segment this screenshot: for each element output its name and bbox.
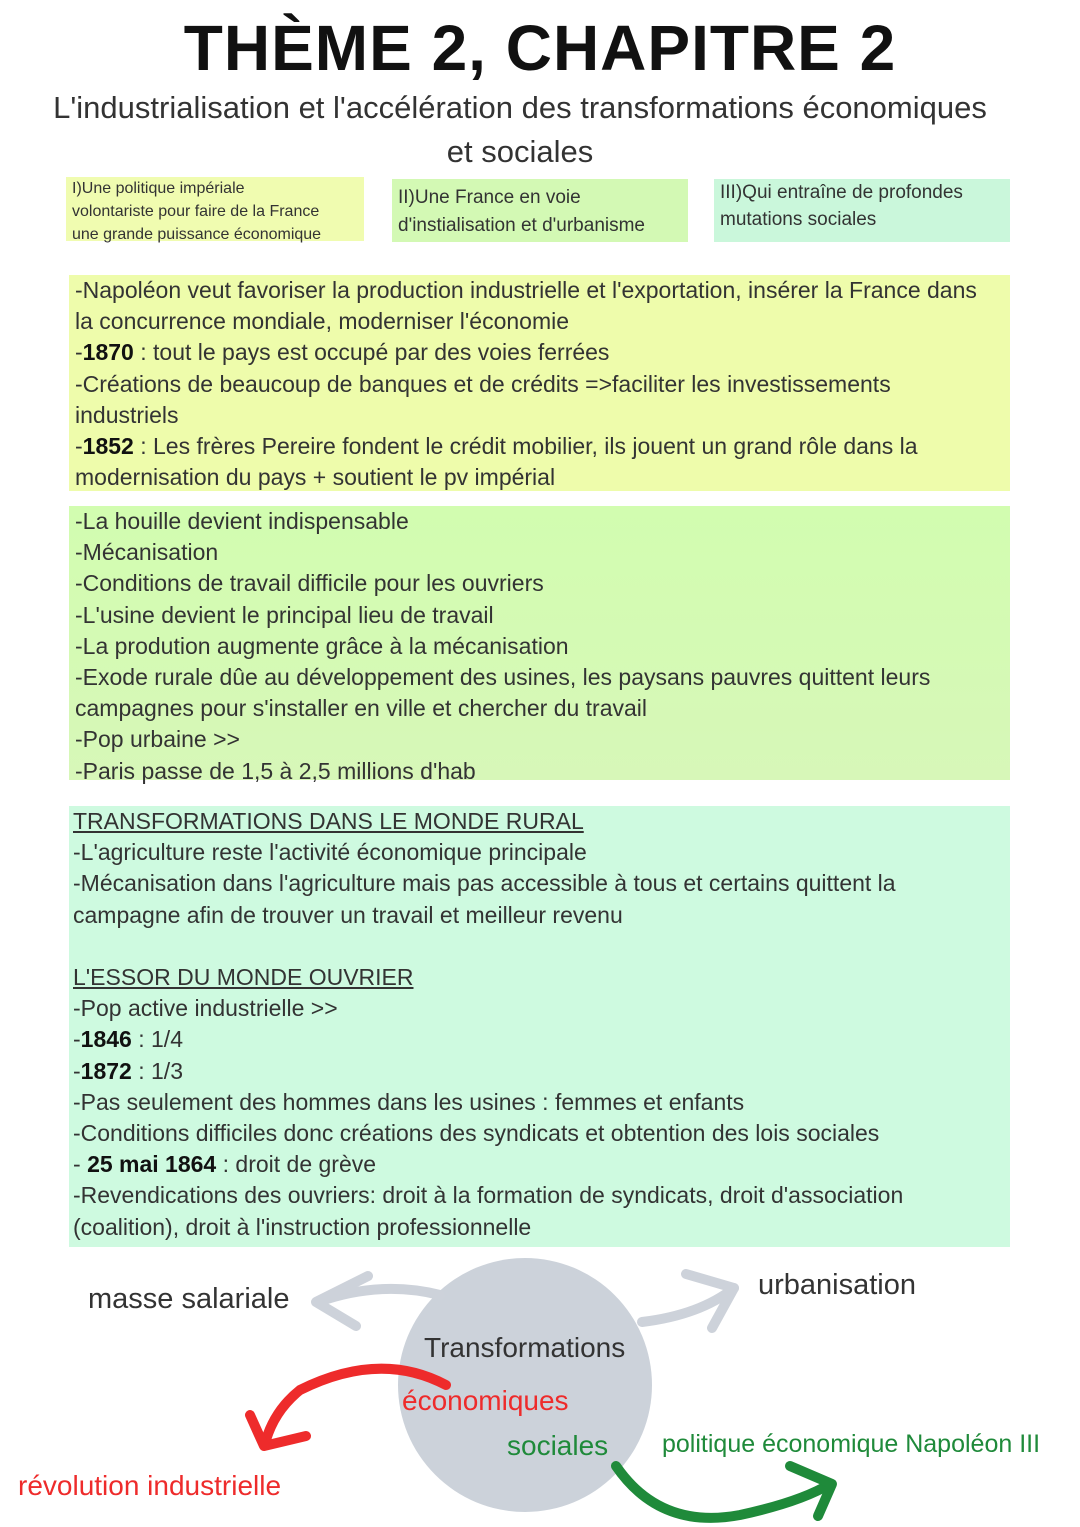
section-2-line-1: II)Une France en voie: [398, 187, 581, 208]
section-1-line-1: I)Une politique impériale: [72, 180, 245, 197]
content-block-industrialisation: [69, 506, 1010, 784]
text-line: campagnes pour s'installer en ville et chercher du travail: [75, 695, 648, 722]
text-line: -L'usine devient le principal lieu de travail: [75, 601, 494, 628]
gray-arrowhead-left-icon: [316, 1276, 368, 1326]
page-title: THÈME 2, CHAPITRE 2: [183, 12, 897, 84]
text-line: -1852 : Les frères Pereire fondent le crédit mobilier, ils jouent un grand rôle dans la: [75, 433, 918, 460]
text-line: -Pop active industrielle >>: [73, 995, 338, 1022]
section-heading-1: [66, 177, 364, 241]
section-heading-3: [714, 179, 1010, 242]
subheading-monde-rural: TRANSFORMATIONS DANS LE MONDE RURAL: [73, 808, 584, 834]
text-line: -1846 : 1/4: [73, 1026, 183, 1053]
label-masse-salariale: masse salariale: [88, 1283, 290, 1315]
text-line: industriels: [75, 401, 179, 428]
text-line: (coalition), droit à l'instruction professionnelle: [73, 1213, 532, 1240]
text-line: - 25 mai 1864 : droit de grève: [73, 1151, 377, 1178]
text-line: la concurrence mondiale, moderniser l'économie: [75, 308, 570, 335]
text-line: -Pop urbaine >>: [75, 726, 240, 753]
text-line: modernisation du pays + soutient le pv impérial: [75, 464, 556, 491]
date-bold: 1872: [80, 1057, 132, 1084]
section-1-line-2: volontariste pour faire de la France: [72, 203, 320, 220]
center-label-sociales: sociales: [507, 1430, 609, 1461]
section-1-line-3: une grande puissance économique: [72, 226, 322, 243]
text-line: -1870 : tout le pays est occupé par des voies ferrées: [75, 339, 610, 366]
text-line: -Napoléon veut favoriser la production industrielle et l'exportation, insérer la France dans: [75, 277, 977, 303]
subheading-monde-ouvrier: L'ESSOR DU MONDE OUVRIER: [73, 964, 414, 990]
label-politique-economique: politique économique Napoléon III: [662, 1430, 1041, 1458]
text-line: -Revendications des ouvriers: droit à la formation de syndicats, droit d'association: [73, 1182, 904, 1209]
text-line: -Conditions difficiles donc créations des syndicats et obtention des lois sociales: [73, 1120, 880, 1147]
text-line: -1872 : 1/3: [73, 1057, 183, 1084]
content-block-mutations: [69, 806, 1010, 1247]
section-heading-2: [392, 179, 688, 242]
label-urbanisation: urbanisation: [758, 1269, 916, 1301]
text-line: -La prodution augmente grâce à la mécanisation: [75, 632, 569, 659]
subtitle-line-2: et sociales: [446, 134, 594, 169]
text-line: -Conditions de travail difficile pour les ouvriers: [75, 570, 544, 597]
text-line: -La houille devient indispensable: [75, 508, 409, 534]
subtitle-line-1: L'industrialisation et l'accélération des transformations économiques: [53, 90, 987, 125]
text-line: -Créations de beaucoup de banques et de crédits =>faciliter les investissements: [75, 370, 891, 397]
text-line: campagne afin de trouver un travail et meilleur revenu: [73, 901, 623, 928]
section-3-line-1: III)Qui entraîne de profondes: [720, 182, 963, 203]
text-line: -Pas seulement des hommes dans les usines : femmes et enfants: [73, 1088, 745, 1115]
date-bold: 25 mai 1864: [87, 1151, 217, 1178]
center-label-economiques: économiques: [402, 1385, 569, 1416]
date-bold: 1846: [80, 1026, 132, 1053]
center-label-transformations: Transformations: [424, 1332, 626, 1363]
section-2-line-2: d'instialisation et d'urbanisme: [398, 215, 645, 236]
section-3-line-2: mutations sociales: [720, 209, 877, 230]
text-line: -Exode rurale dûe au développement des usines, les paysans pauvres quittent leurs: [75, 664, 931, 691]
text-line: -Paris passe de 1,5 à 2,5 millions d'hab: [75, 757, 476, 784]
text-line: -Mécanisation dans l'agriculture mais pas accessible à tous et certains quittent la: [73, 870, 896, 897]
date-bold: 1852: [82, 433, 134, 460]
date-bold: 1870: [82, 339, 134, 366]
page-subtitle: [20, 86, 1020, 174]
label-revolution-industrielle: révolution industrielle: [18, 1470, 282, 1501]
text-line: -Mécanisation: [75, 539, 219, 566]
text-line: -L'agriculture reste l'activité économique principale: [73, 839, 587, 866]
content-block-politique: [69, 275, 1010, 491]
spacer: [73, 931, 1006, 962]
